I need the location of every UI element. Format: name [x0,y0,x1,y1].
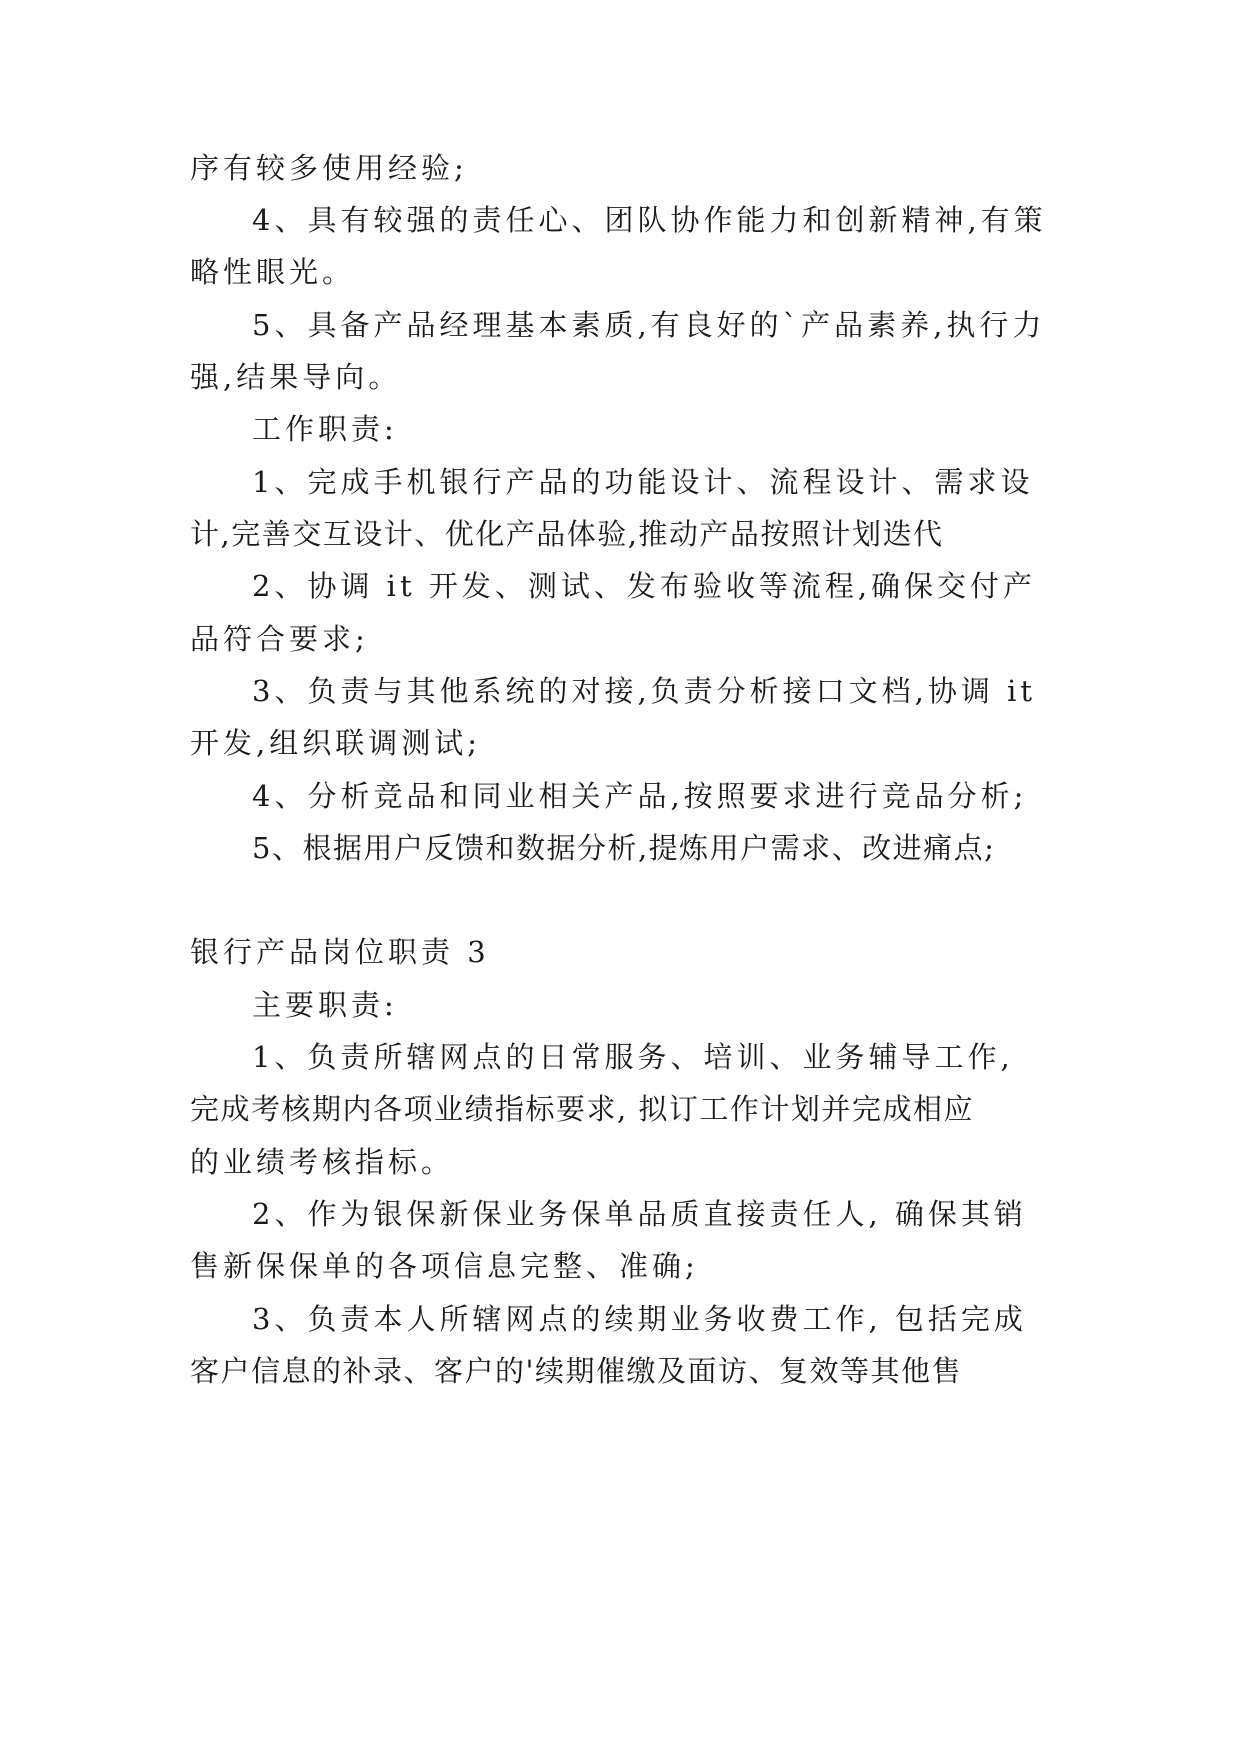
text-line: 5、根据用户反馈和数据分析,提炼用户需求、改进痛点; [252,831,996,865]
text-line: 1、负责所辖网点的日常服务、培训、业务辅导工作, [252,1040,1014,1074]
text-line: 2、协调 it 开发、测试、发布验收等流程,确保交付产 [252,569,1037,603]
text-line: 强,结果导向。 [190,360,402,394]
section-heading: 工作职责: [252,412,398,446]
text-line: 售新保保单的各项信息完整、准确; [190,1249,699,1283]
text-line: 4、分析竞品和同业相关产品,按照要求进行竞品分析; [252,779,1028,813]
text-line: 2、作为银保新保业务保单品质直接责任人, 确保其销 [252,1197,1027,1231]
text-line: 的业绩考核指标。 [190,1145,455,1179]
text-line: 3、负责与其他系统的对接,负责分析接口文档,协调 it [252,674,1037,708]
text-line: 4、具有较强的责任心、团队协作能力和创新精神,有策 [252,203,1047,237]
text-line: 3、负责本人所辖网点的续期业务收费工作, 包括完成 [252,1302,1027,1336]
text-line: 开发,组织联调测试; [190,726,481,760]
document-section-title: 银行产品岗位职责 3 [190,935,490,969]
text-line: 略性眼光。 [190,255,356,289]
text-line: 客户信息的补录、客户的'续期催缴及面访、复效等其他售 [190,1354,962,1388]
section-heading: 主要职责: [252,988,398,1022]
text-line: 计,完善交互设计、优化产品体验,推动产品按照计划迭代 [190,517,944,551]
text-line: 5、具备产品经理基本素质,有良好的`产品素养,执行力 [252,308,1046,342]
text-line: 完成考核期内各项业绩指标要求, 拟订工作计划并完成相应 [190,1092,974,1126]
text-line: 序有较多使用经验; [190,151,468,185]
text-line: 1、完成手机银行产品的功能设计、流程设计、需求设 [252,465,1034,499]
text-line: 品符合要求; [190,622,369,656]
